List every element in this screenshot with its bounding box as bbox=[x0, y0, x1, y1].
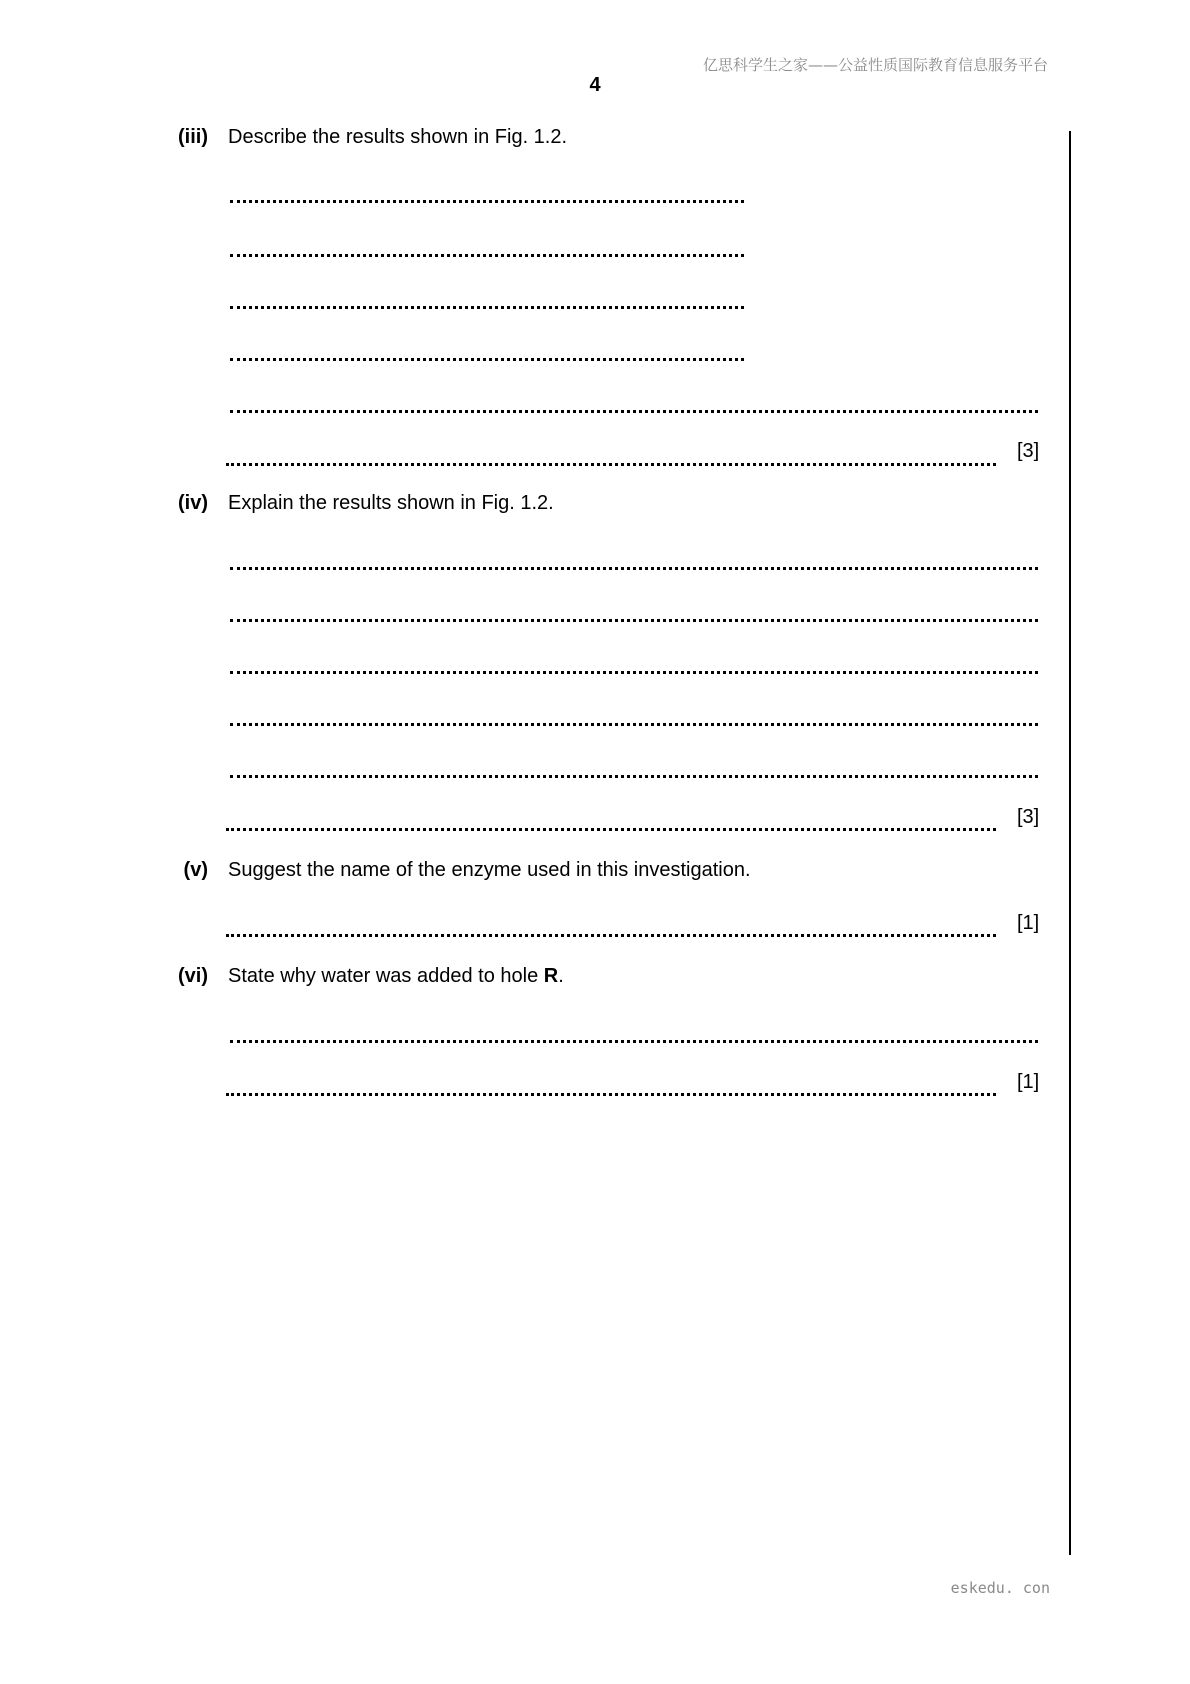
answer-line[interactable] bbox=[230, 358, 744, 361]
hole-label: R bbox=[543, 965, 559, 987]
answer-line[interactable] bbox=[226, 463, 996, 466]
question-vi-label: (vi) bbox=[178, 965, 208, 987]
question-vi-text-end: . bbox=[558, 965, 564, 987]
question-iv-label: (iv) bbox=[178, 492, 208, 514]
watermark: 亿思科学生之家——公益性质国际教育信息服务平台 bbox=[702, 56, 1048, 74]
answer-line[interactable] bbox=[230, 306, 744, 309]
question-iv-text: Explain the results shown in Fig. 1.2. bbox=[228, 492, 554, 514]
answer-line[interactable] bbox=[230, 200, 744, 203]
answer-line[interactable] bbox=[226, 1093, 996, 1096]
answer-line[interactable] bbox=[226, 828, 996, 831]
answer-line[interactable] bbox=[230, 723, 1038, 726]
answer-line[interactable] bbox=[230, 775, 1038, 778]
answer-line[interactable] bbox=[230, 567, 1038, 570]
answer-line[interactable] bbox=[226, 934, 996, 937]
page-number: 4 bbox=[589, 74, 601, 96]
answer-line[interactable] bbox=[230, 254, 744, 257]
question-vi-text-main: State why water was added to hole bbox=[228, 965, 544, 987]
question-iii-label: (iii) bbox=[178, 126, 208, 148]
question-vi-text bbox=[228, 965, 564, 988]
answer-line[interactable] bbox=[230, 671, 1038, 674]
margin-line bbox=[1069, 131, 1071, 1555]
question-v-marks: [1] bbox=[1017, 912, 1040, 934]
question-iv-marks: [3] bbox=[1017, 806, 1040, 828]
answer-line[interactable] bbox=[230, 1040, 1038, 1043]
question-vi-marks: [1] bbox=[1017, 1071, 1040, 1093]
question-iii-marks: [3] bbox=[1017, 440, 1040, 462]
question-v-text: Suggest the name of the enzyme used in this investigation. bbox=[228, 859, 751, 881]
answer-line[interactable] bbox=[230, 619, 1038, 622]
question-v-label: (v) bbox=[183, 859, 208, 881]
footer-site: eskedu. con bbox=[950, 1579, 1050, 1597]
question-iii-text: Describe the results shown in Fig. 1.2. bbox=[228, 126, 568, 148]
answer-line[interactable] bbox=[230, 410, 1038, 413]
